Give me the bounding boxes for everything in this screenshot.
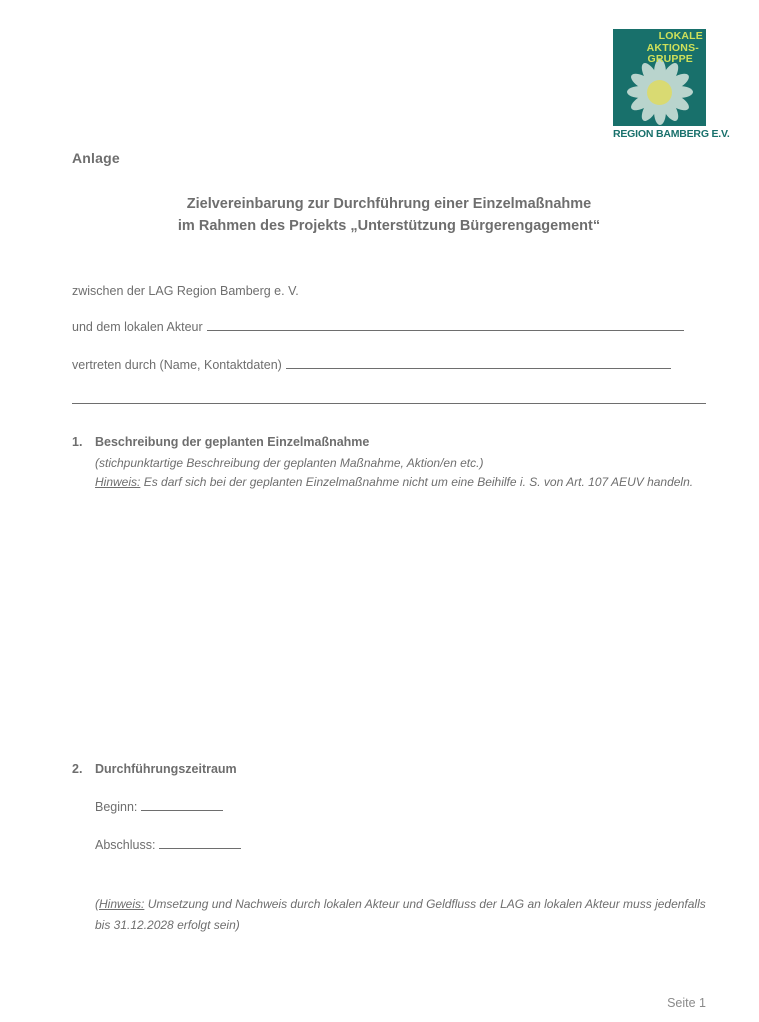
start-date-label: Beginn: — [95, 800, 138, 814]
local-actor-label: und dem lokalen Akteur — [72, 320, 203, 334]
page-footer: Seite 1 — [667, 996, 706, 1010]
start-date-row — [95, 799, 223, 816]
closing-note-label: Hinweis: — [99, 897, 145, 911]
represented-by-row — [72, 357, 671, 374]
section-1-note-label: Hinweis: — [95, 475, 141, 489]
document-label: Anlage — [72, 150, 120, 166]
flower-center — [647, 80, 672, 105]
continuation-input[interactable] — [72, 403, 706, 404]
section-1-number: 1. — [72, 435, 83, 449]
section-1-note — [72, 473, 706, 492]
end-date-label: Abschluss: — [95, 838, 156, 852]
section-1-note-text: Es darf sich bei der geplanten Einzelmaßnahme nicht um eine Beihilfe i. S. von Art. 107 AEUV handeln. — [140, 475, 694, 489]
section-2-closing-note — [95, 894, 706, 936]
closing-note-open-paren: ( — [95, 897, 99, 911]
logo-tagline-line-2: AKTIONS- — [646, 41, 699, 54]
section-2 — [72, 761, 706, 778]
section-2-number: 2. — [72, 762, 83, 776]
section-2-heading-text: Durchführungszeitraum — [95, 762, 237, 776]
logo-tagline-line-3: GRUPPE — [647, 53, 693, 65]
represented-by-label: vertreten durch (Name, Kontaktdaten) — [72, 358, 282, 372]
logo-tagline-line-1: LOKALE — [658, 30, 703, 42]
logo-tagline — [617, 31, 703, 66]
section-2-heading — [72, 761, 706, 778]
page-title-line-2: im Rahmen des Projekts „Unterstützung Bürgerengagement“ — [177, 218, 601, 234]
end-date-input[interactable] — [159, 837, 241, 849]
closing-note-text: Umsetzung und Nachweis durch lokalen Akteur und Geldfluss der LAG an lokalen Akteur muss jedenfalls bis 31.12.2028 erfolgt sein) — [95, 897, 706, 932]
represented-by-input[interactable] — [286, 357, 671, 369]
local-actor-row — [72, 319, 684, 336]
page-title-line-1: Zielvereinbarung zur Durchführung einer Einzelmaßnahme — [186, 196, 592, 212]
section-1-subtitle: (stichpunktartige Beschreibung der geplanten Maßnahme, Aktion/en etc.) — [95, 456, 484, 470]
organization-logo — [613, 29, 730, 145]
section-1-heading-text: Beschreibung der geplanten Einzelmaßnahme — [95, 435, 370, 449]
page-title — [72, 193, 706, 237]
start-date-input[interactable] — [141, 799, 223, 811]
logo-caption: REGION BAMBERG E.V. — [613, 128, 730, 140]
party-between-text: zwischen der LAG Region Bamberg e. V. — [72, 284, 299, 298]
section-1-heading — [72, 434, 706, 451]
end-date-row — [95, 837, 241, 854]
local-actor-input[interactable] — [207, 319, 684, 331]
daisy-flower-icon — [619, 55, 700, 126]
logo-teal-panel — [613, 29, 706, 126]
section-1 — [72, 434, 706, 492]
